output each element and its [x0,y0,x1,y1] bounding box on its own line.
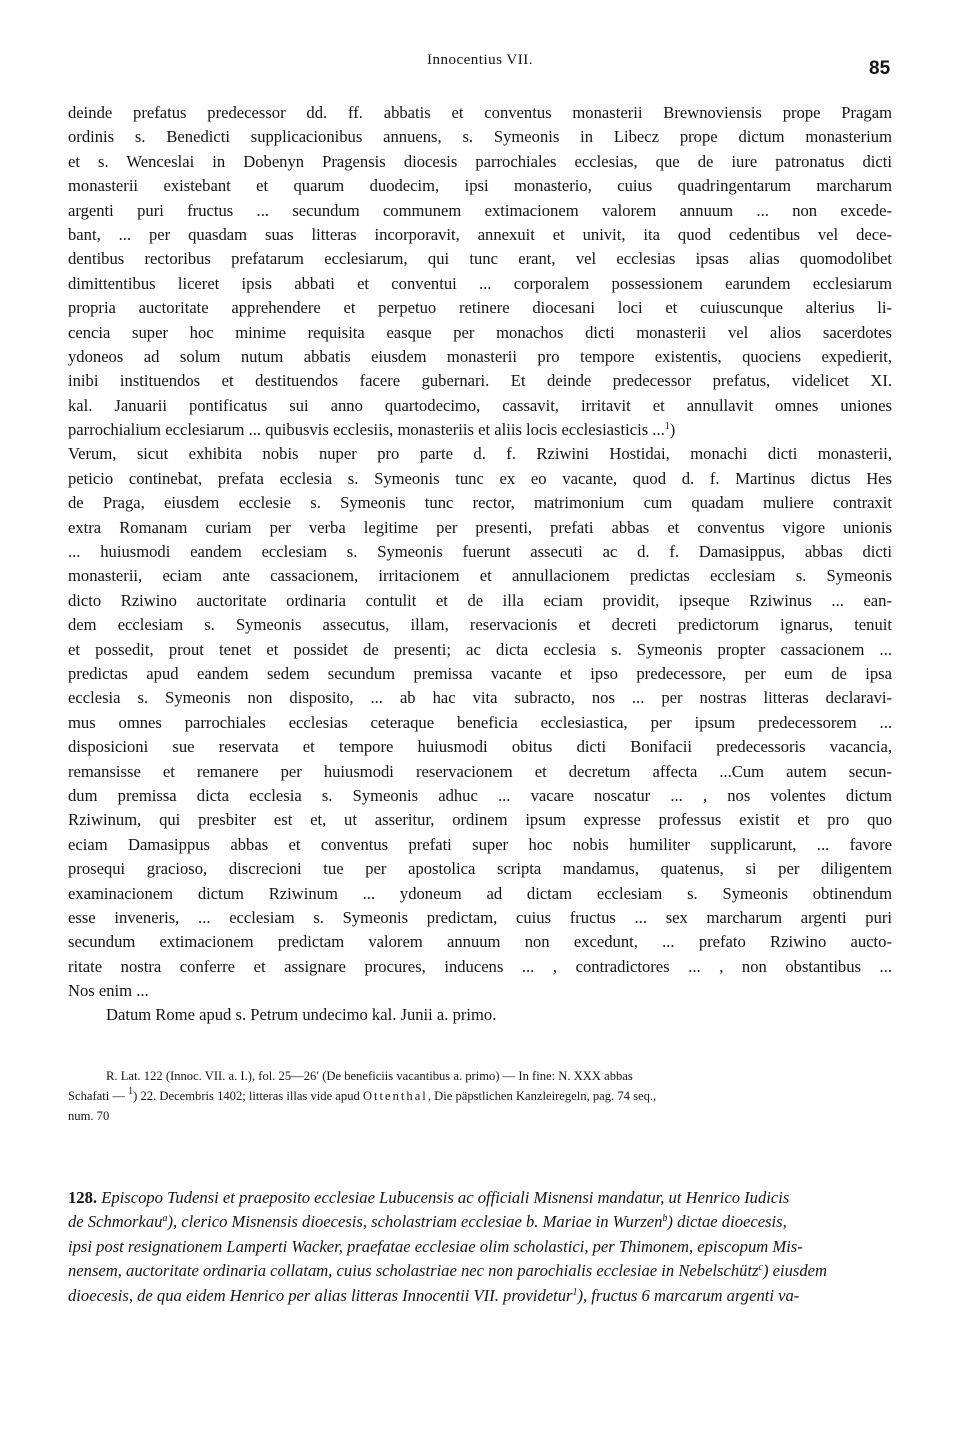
text-line: ritate nostra conferre et assignare procures, inducens ... , contradictores ... , non obstantibus ... [68,956,892,976]
entry-text: de Schmorkau [68,1212,163,1232]
entry-text: ), fructus 6 marcarum argenti va- [577,1285,800,1305]
footnote-text: Schafati — [68,1089,129,1103]
text-line: predictas apud eandem sedem secundum premissa vacante et ipso predecessore, per eum de ipsa [68,663,892,683]
text-line: examinacionem dictum Rziwinum ... ydoneum ad dictam ecclesiam s. Symeonis obtinendum [68,883,892,903]
text-line: peticio continebat, prefata ecclesia s. Symeonis tunc ex eo vacante, quod d. f. Martinus dictus Hes [68,468,892,488]
entry-line-2 [68,1210,892,1234]
text-line: remansisse et remanere per huiusmodi reservacionem et decretum affecta ...Cum autem secun- [68,761,892,781]
entry-number: 128. [68,1188,98,1207]
text-line: et possedit, prout tenet et possidet de presenti; ac dicta ecclesia s. Symeonis propter cassacionem ... [68,639,892,659]
text-line: dum premissa dicta ecclesia s. Symeonis adhuc ... vacare noscatur ... , nos volentes dictum [68,785,892,805]
text-line: mus omnes parrochiales ecclesias ceteraque beneficia ecclesiastica, per ipsum predecessorem ... [68,712,892,732]
text-line: ordinis s. Benedicti supplicacionibus annuens, s. Symeonis in Libecz prope dictum monasterium [68,127,892,147]
text-line: eciam Damasippus abbas et conventus prefati super hoc nobis humiliter supplicarunt, ... favore [68,834,892,854]
text-line: de Praga, eiusdem ecclesie s. Symeonis tunc rector, matrimonium cum quadam muliere contraxit [68,493,892,513]
footnote-line: num. 70 [68,1109,110,1123]
text-line: inibi instituendos et destituendos facere gubernari. Et deinde predecessor prefatus, videlicet XI. [68,371,892,391]
entry-line-4 [68,1259,892,1283]
text-line: deinde prefatus predecessor dd. ff. abbatis et conventus monasterii Brewnoviensis prope Pragam [68,103,892,122]
text-line: Rziwinum, qui presbiter est et, ut asseritur, ordinem ipsum expresse professus existit et pro quo [68,810,892,830]
text-line: disposicioni sue reservata et tempore huiusmodi obitus dicti Bonifacii predecessoris vacancia, [68,737,892,757]
text-line-with-note [68,418,892,442]
text-line: ... huiusmodi eandem ecclesiam s. Symeonis fuerunt assecuti ac d. f. Damasippus, abbas dicti [68,542,892,562]
footnote-marker-paren: ) [669,420,676,440]
entry-text: Episcopo Tudensi et praeposito ecclesiae Lubucensis ac officiali Misnensi mandatur, ut Henrico Iudicis [101,1188,790,1207]
text-line: dentibus rectoribus prefatarum ecclesiarum, qui tunc erant, vel ecclesias ipsas alias quomodolibet [68,249,892,269]
footnote-marker: 1 [664,421,670,433]
text-line: bant, ... per quasdam suas litteras incorporavit, annexuit et univit, ita quod cedentibus vel dece- [68,224,892,244]
text-line: dicto Rziwino auctoritate ordinaria contulit et de illa eciam providit, ipseque Rziwinus ... ean- [68,590,892,610]
text-line: et s. Wenceslai in Dobenyn Pragensis diocesis parrochiales ecclesias, que de iure patronatus dicti [68,151,892,171]
text-line: parrochialium ecclesiarum ... quibusvis ecclesiis, monasteriis et aliis locis ecclesiasticis ... [68,420,665,440]
entry-text: ) dictae dioecesis, [667,1212,787,1232]
text-line: esse inveneris, ... ecclesiam s. Symeonis predictam, cuius fructus ... sex marcharum argenti puri [68,907,892,927]
text-line: argenti puri fructus ... secundum communem extimacionem valorem annuum ... non excede- [68,200,892,220]
running-title: Innocentius VII. [426,52,534,68]
entry-text: dioecesis, de qua eidem Henrico per alias litteras Innocentii VII. providetur [68,1285,573,1305]
entry-text: ), clerico Misnensis dioecesis, scholastriam ecclesiae b. Mariae in Wurzen [167,1212,663,1232]
text-line: secundum extimacionem predictam valorem annuum non excedunt, ... prefato Rziwino aucto- [68,932,892,952]
datum-line: Datum Rome apud s. Petrum undecimo kal. Junii a. primo. [106,1005,497,1025]
text-line: cencia super hoc minime requisita easque per monachos dicti monasterii vel alios sacerdotes [68,322,892,342]
entry-text: ) eiusdem [762,1261,828,1281]
note-marker: c [758,1262,763,1274]
text-line: dem ecclesiam s. Symeonis assecutus, illam, reservacionis et decreti predictorum ignarus, tenuit [68,615,892,635]
text-line: dimittentibus liceret ipsis abbati et conventui ... corporalem possessionem earundem ecclesiarum [68,273,892,293]
footnote-text: , Die päpstlichen Kanzleiregeln, pag. 74 seq., [427,1089,657,1103]
footnote-line: R. Lat. 122 (Innoc. VII. a. I.), fol. 25—26′ (De beneficiis vacantibus a. primo) — In fine: N. XXX abbas [106,1069,633,1083]
entry-text: nensem, auctoritate ordinaria collatam, cuius scholastriae nec non parochialis ecclesiae in Nebelschütz [68,1261,759,1281]
footnote-marker: 1 [128,1086,134,1097]
footnote-line-2 [68,1086,892,1106]
text-line: prosequi gracioso, discrecioni tue per apostolica scripta mandamus, quatenus, si per diligentem [68,859,892,879]
source-footnote [68,1066,892,1126]
note-marker: a [162,1213,168,1225]
entry-line-1 [68,1186,892,1210]
text-line: monasterii, eciam ante cassacionem, irritacionem et annullacionem predictas ecclesiam s. Symeonis [68,566,892,586]
text-line: ydoneos ad solum nutum abbatis eiusdem monasterii pro tempore existentis, quociens expedierit, [68,346,892,366]
text-line: Verum, sicut exhibita nobis nuper pro parte d. f. Rziwini Hostidai, monachi dicti monasterii, [68,444,892,464]
author-name: Ottenthal [362,1089,428,1103]
page-number: 85 [869,58,891,79]
entry-128-summary [68,1186,892,1308]
text-line: ecclesia s. Symeonis non disposito, ... ab hac vita subracto, nos ... per nostras litteras declaravi- [68,688,892,708]
entry-line-5 [68,1284,892,1308]
text-line: kal. Januarii pontificatus sui anno quartodecimo, cassavit, irritavit et annullavit omnes uniones [68,395,892,415]
text-line: monasterii existebant et quarum duodecim, ipsi monasterio, cuius quadringentarum marcharum [68,176,892,196]
text-line: extra Romanam curiam per verba legitime per presenti, prefati abbas et conventus vigore unionis [68,517,892,537]
main-text-body [68,101,892,1028]
note-marker: 1 [572,1286,578,1298]
footnote-text: ) 22. Decembris 1402; litteras illas vide apud [133,1089,363,1103]
text-line: Nos enim ... [68,981,149,1001]
note-marker: b [662,1213,668,1225]
text-line: propria auctoritate apprehendere et perpetuo retinere diocesani loci et cuiuscunque alterius li- [68,298,892,318]
entry-line-3: ipsi post resignationem Lamperti Wacker, praefatae ecclesiae olim scholastici, per Thimonem, episcopum Mis- [68,1236,803,1256]
